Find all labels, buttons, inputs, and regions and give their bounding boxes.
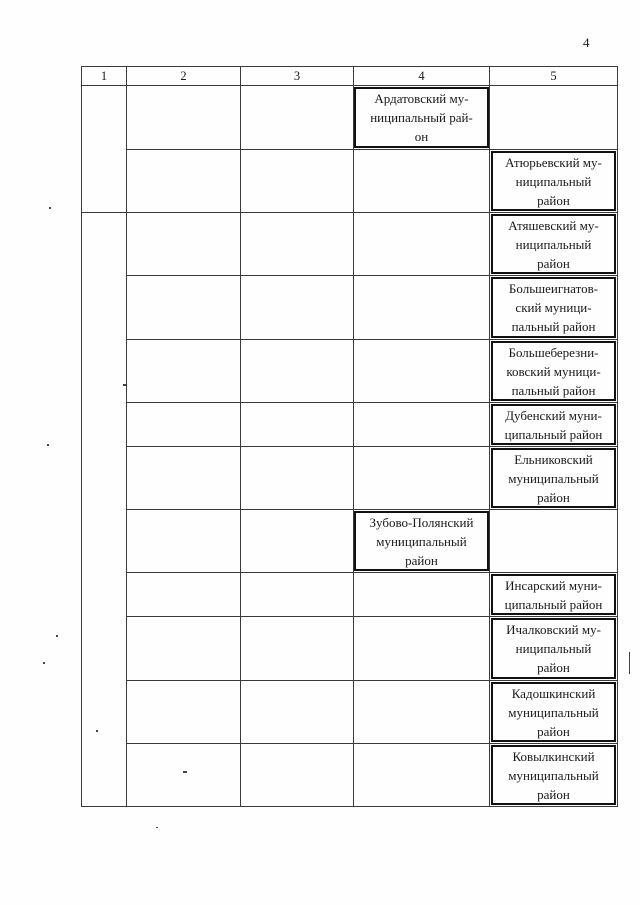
cell-col5 bbox=[490, 447, 618, 510]
cell-col2 bbox=[127, 510, 241, 573]
cell-col4 bbox=[354, 681, 490, 744]
column-header-2: 2 bbox=[127, 67, 241, 86]
cell-col2 bbox=[127, 617, 241, 681]
cell-col5 bbox=[490, 276, 618, 340]
page-number: 4 bbox=[583, 35, 590, 50]
cell-col3 bbox=[241, 617, 354, 681]
cell-col5 bbox=[490, 86, 618, 150]
municipal-districts-table bbox=[81, 66, 618, 807]
district-name: Атюрьевский му- ниципальный район bbox=[505, 154, 602, 208]
district-box bbox=[491, 618, 616, 679]
cell-col5 bbox=[490, 403, 618, 447]
cell-col5 bbox=[490, 150, 618, 213]
district-name: Большеберезни- ковский муници- пальный район bbox=[506, 344, 601, 398]
table-row bbox=[82, 86, 618, 150]
table-row bbox=[82, 744, 618, 807]
district-name: Ардатовский му- ниципальный рай- он bbox=[370, 91, 473, 144]
cell-col4 bbox=[354, 447, 490, 510]
cell-col3 bbox=[241, 213, 354, 276]
cell-col5 bbox=[490, 573, 618, 617]
cell-col5 bbox=[490, 617, 618, 681]
district-name: Инсарский муни- ципальный район bbox=[504, 577, 603, 612]
district-name: Ичалковский му- ниципальный район bbox=[506, 622, 601, 675]
district-name: Ковылкинский муниципальный район bbox=[508, 748, 599, 802]
municipal-districts-table-container bbox=[81, 66, 618, 807]
cell-col5 bbox=[490, 340, 618, 403]
cell-col4 bbox=[354, 403, 490, 447]
cell-col4 bbox=[354, 573, 490, 617]
scan-speck bbox=[49, 207, 51, 209]
district-box bbox=[354, 87, 489, 148]
cell-col4 bbox=[354, 744, 490, 807]
table-row bbox=[82, 403, 618, 447]
cell-col2 bbox=[127, 340, 241, 403]
district-box bbox=[491, 574, 616, 615]
cell-col4 bbox=[354, 86, 490, 150]
scan-speck bbox=[96, 730, 98, 732]
table-header-row bbox=[82, 67, 618, 86]
cell-col2 bbox=[127, 681, 241, 744]
district-name: Дубенский муни- ципальный район bbox=[504, 407, 603, 442]
cell-col4 bbox=[354, 340, 490, 403]
cell-col2 bbox=[127, 276, 241, 340]
column-header-4: 4 bbox=[354, 67, 490, 86]
district-box bbox=[491, 682, 616, 742]
cell-col3 bbox=[241, 276, 354, 340]
table-row bbox=[82, 573, 618, 617]
cell-col2 bbox=[127, 403, 241, 447]
district-box bbox=[491, 214, 616, 274]
district-box bbox=[491, 448, 616, 508]
cell-col4 bbox=[354, 150, 490, 213]
cell-col3 bbox=[241, 340, 354, 403]
cell-col4 bbox=[354, 276, 490, 340]
scan-speck bbox=[183, 771, 187, 773]
cell-col4 bbox=[354, 213, 490, 276]
table-row bbox=[82, 681, 618, 744]
scan-speck bbox=[43, 662, 45, 664]
column-header-3: 3 bbox=[241, 67, 354, 86]
district-name: Большеигнатов- ский муници- пальный район bbox=[508, 281, 599, 334]
column-header-1: 1 bbox=[82, 67, 127, 86]
cell-col5 bbox=[490, 681, 618, 744]
district-name: Зубово-Полянский муниципальный район bbox=[369, 514, 474, 568]
table-row bbox=[82, 617, 618, 681]
table-row bbox=[82, 510, 618, 573]
cell-col2 bbox=[127, 447, 241, 510]
district-box bbox=[354, 511, 489, 571]
district-box bbox=[491, 277, 616, 338]
cell-col3 bbox=[241, 573, 354, 617]
table-row bbox=[82, 447, 618, 510]
cell-col5 bbox=[490, 744, 618, 807]
cell-col3 bbox=[241, 447, 354, 510]
district-name: Кадошкинский муниципальный район bbox=[508, 685, 599, 739]
cell-col2 bbox=[127, 744, 241, 807]
cell-col5 bbox=[490, 510, 618, 573]
cell-col3 bbox=[241, 510, 354, 573]
district-box bbox=[491, 404, 616, 445]
cell-col1-group-1 bbox=[82, 86, 127, 213]
cell-col4 bbox=[354, 617, 490, 681]
column-header-5: 5 bbox=[490, 67, 618, 86]
district-name: Атяшевский му- ниципальный район bbox=[508, 217, 599, 271]
cell-col3 bbox=[241, 681, 354, 744]
table-row bbox=[82, 276, 618, 340]
cell-col4 bbox=[354, 510, 490, 573]
scan-speck bbox=[56, 635, 58, 637]
table-row bbox=[82, 213, 618, 276]
scan-speck bbox=[47, 444, 49, 446]
cell-col3 bbox=[241, 150, 354, 213]
district-name: Ельниковский муниципальный район bbox=[508, 451, 599, 505]
cell-col1-group-2 bbox=[82, 213, 127, 807]
cell-col2 bbox=[127, 213, 241, 276]
cell-col2 bbox=[127, 150, 241, 213]
cell-col3 bbox=[241, 744, 354, 807]
scan-speck bbox=[156, 827, 158, 828]
scan-speck bbox=[123, 384, 126, 386]
district-box bbox=[491, 745, 616, 805]
cell-col2 bbox=[127, 86, 241, 150]
district-box bbox=[491, 151, 616, 211]
table-row bbox=[82, 150, 618, 213]
table-row bbox=[82, 340, 618, 403]
cell-col3 bbox=[241, 86, 354, 150]
cell-col2 bbox=[127, 573, 241, 617]
cell-col5 bbox=[490, 213, 618, 276]
scan-speck bbox=[629, 652, 630, 674]
district-box bbox=[491, 341, 616, 401]
cell-col3 bbox=[241, 403, 354, 447]
